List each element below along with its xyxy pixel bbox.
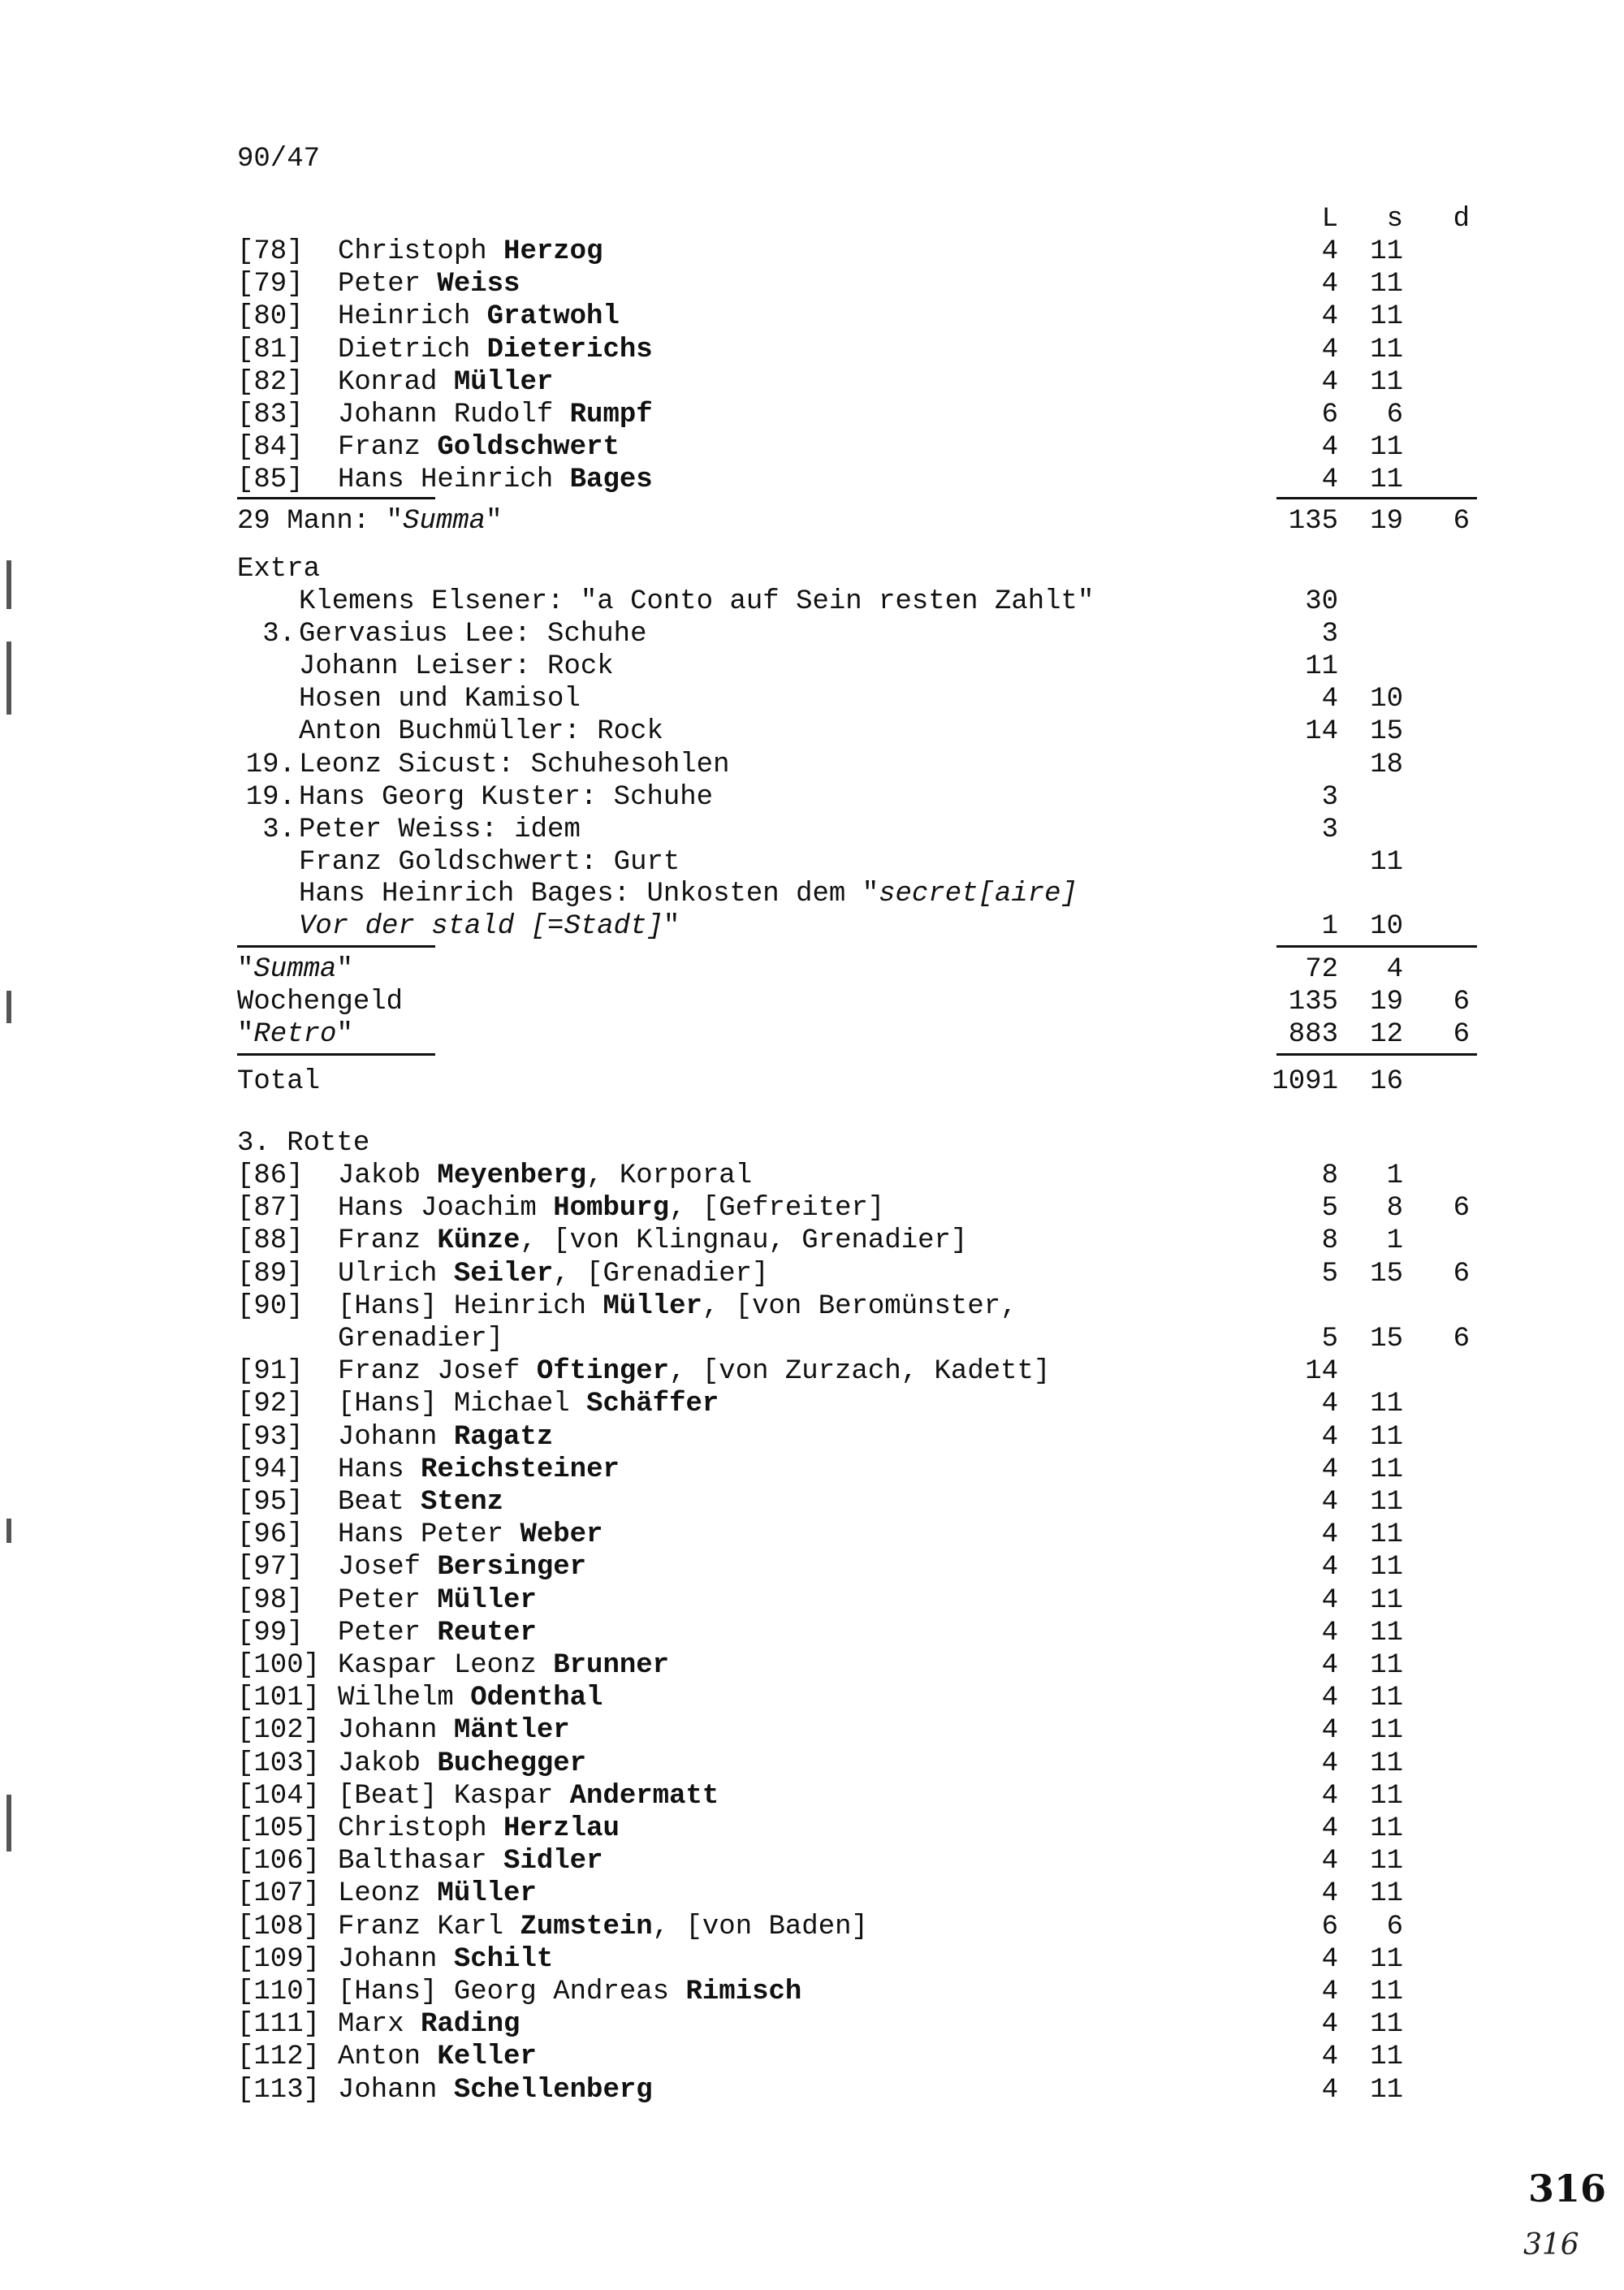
roster-entry-l: 4 xyxy=(1321,269,1338,300)
name-suffix: , [von Klingnau, Grenadier] xyxy=(520,1225,968,1257)
wochengeld-d: 6 xyxy=(1453,987,1470,1018)
rotte-entry-l: 4 xyxy=(1321,1389,1338,1420)
given-name: Wilhelm xyxy=(338,1683,471,1714)
rotte-entry-s: 11 xyxy=(1370,2009,1403,2041)
rotte-entry-l: 4 xyxy=(1321,1650,1338,1681)
rotte-entry-name xyxy=(338,1519,603,1551)
extra-item-l: 30 xyxy=(1305,586,1338,617)
rotte-entry-number: [99] xyxy=(237,1617,304,1648)
rotte-entry-l: 4 xyxy=(1321,1487,1338,1518)
rotte-entry-s: 15 xyxy=(1370,1324,1403,1355)
given-name: Franz Karl xyxy=(338,1911,520,1942)
roster-entry-name xyxy=(338,334,653,366)
surname: Buchegger xyxy=(437,1748,587,1779)
margin-mark xyxy=(6,560,11,609)
column-header-s: s xyxy=(1386,204,1403,235)
rotte-entry-name xyxy=(338,1845,603,1877)
rotte-entry-number: [89] xyxy=(237,1258,304,1290)
rotte-entry-name xyxy=(338,1813,620,1845)
surname: Müller xyxy=(603,1290,702,1322)
given-name: Josef xyxy=(338,1552,438,1584)
extra-item-s: 15 xyxy=(1370,716,1403,748)
extra-last-l: 1 xyxy=(1321,911,1338,942)
rule-right xyxy=(1276,1053,1477,1056)
roster-entry-number: [82] xyxy=(237,366,304,398)
rule-right xyxy=(1276,945,1477,948)
rotte-entry-name xyxy=(338,1388,719,1420)
roster-entry-s: 11 xyxy=(1370,366,1403,398)
rotte-entry-name xyxy=(338,1780,719,1813)
extra-item-text: Anton Buchmüller: Rock xyxy=(299,716,663,748)
rule-left xyxy=(237,945,435,948)
rotte-entry-s: 6 xyxy=(1386,1911,1403,1942)
roster-entry-number: [81] xyxy=(237,334,304,365)
rotte-entry-number: [94] xyxy=(237,1454,304,1485)
surname: Rumpf xyxy=(569,400,653,430)
roster-entry-number: [78] xyxy=(237,236,304,267)
wochengeld-label: Wochengeld xyxy=(237,987,404,1018)
surname: Gratwohl xyxy=(486,301,620,333)
surname: Schilt xyxy=(453,1943,554,1975)
rotte-entry-s: 11 xyxy=(1370,1683,1403,1714)
extra-item-text: Franz Goldschwert: Gurt xyxy=(299,846,680,878)
name-suffix: , Korporal xyxy=(586,1160,753,1191)
roster-entry-name xyxy=(338,399,653,431)
extra-item-text: Hans Georg Kuster: Schuhe xyxy=(299,781,714,813)
extra-item-mark: 19. xyxy=(245,749,296,780)
surname: Reuter xyxy=(437,1617,537,1648)
given-name: Jakob xyxy=(338,1160,438,1191)
given-name: Marx xyxy=(338,2009,421,2041)
summary-d: 6 xyxy=(1453,506,1470,537)
roster-entry-s: 11 xyxy=(1370,334,1403,365)
given-name: [Hans] Heinrich xyxy=(338,1290,603,1322)
given-name: Hans Peter xyxy=(338,1519,520,1551)
surname: Herzog xyxy=(503,236,603,267)
rotte-entry-l: 14 xyxy=(1305,1356,1338,1388)
roster-entry-name xyxy=(338,268,520,300)
rotte-entry-name xyxy=(338,1421,553,1454)
given-name: Peter xyxy=(338,1584,438,1616)
given-name: Johann xyxy=(338,2074,454,2106)
rotte-entry-l: 4 xyxy=(1321,1813,1338,1844)
rotte-entry-s: 11 xyxy=(1370,2074,1403,2106)
page-number-handwritten: 316 xyxy=(1523,2228,1579,2262)
rotte-entry-name xyxy=(338,1454,620,1486)
surname: Rading xyxy=(421,2009,520,2041)
rotte-entry-number: [90] xyxy=(237,1290,304,1322)
extra-item-l: 4 xyxy=(1321,684,1338,715)
roster-entry-name xyxy=(338,235,603,268)
surname: Weiss xyxy=(437,269,520,300)
rotte-entry-l: 4 xyxy=(1321,1683,1338,1714)
rotte-entry-number: [103] xyxy=(237,1748,321,1779)
rotte-entry-l: 4 xyxy=(1321,1552,1338,1584)
surname: Schäffer xyxy=(586,1389,719,1420)
total-l: 1091 xyxy=(1272,1066,1338,1097)
rotte-entry-name xyxy=(338,1355,1050,1388)
section-3-title: 3. Rotte xyxy=(237,1128,370,1159)
rotte-entry-l: 5 xyxy=(1321,1258,1338,1290)
given-name: Franz xyxy=(338,432,438,464)
roster-entry-s: 11 xyxy=(1370,236,1403,267)
given-name: Johann xyxy=(338,1715,454,1747)
surname: Mäntler xyxy=(453,1715,570,1747)
roster-entry-name xyxy=(338,300,620,333)
summary-label: 29 Mann: "Summa" xyxy=(237,506,503,537)
rotte-entry-number: [106] xyxy=(237,1846,321,1877)
given-name: Heinrich xyxy=(338,301,487,333)
surname: Goldschwert xyxy=(437,432,620,464)
given-name: Kaspar Leonz xyxy=(338,1650,554,1681)
surname: Andermatt xyxy=(569,1780,719,1812)
rotte-entry-l: 8 xyxy=(1321,1160,1338,1191)
rotte-entry-name xyxy=(338,1551,586,1584)
rotte-entry-l: 4 xyxy=(1321,1715,1338,1747)
rotte-entry-l: 5 xyxy=(1321,1324,1338,1355)
extra-item-l: 3 xyxy=(1321,814,1338,845)
rotte-entry-name xyxy=(338,1682,603,1714)
roster-entry-l: 4 xyxy=(1321,366,1338,398)
extra-item-text: Klemens Elsener: "a Conto auf Sein resten Zahlt" xyxy=(299,586,1095,617)
rotte-entry-number: [111] xyxy=(237,2009,321,2041)
rotte-entry-name xyxy=(338,1714,570,1747)
roster-entry-name xyxy=(338,464,653,496)
rotte-entry-number: [108] xyxy=(237,1911,321,1942)
rotte-entry-l: 4 xyxy=(1321,1617,1338,1648)
surname: Keller xyxy=(437,2042,537,2073)
rotte-entry-s: 11 xyxy=(1370,1552,1403,1584)
roster-entry-number: [84] xyxy=(237,432,304,464)
rotte-entry-l: 4 xyxy=(1321,1878,1338,1910)
rotte-entry-l: 4 xyxy=(1321,1780,1338,1812)
surname: Müller xyxy=(453,366,554,398)
totals-summa-l: 72 xyxy=(1305,954,1338,985)
rotte-entry-l: 4 xyxy=(1321,1846,1338,1877)
rotte-entry-number: [87] xyxy=(237,1193,304,1225)
rotte-entry-number: [113] xyxy=(237,2074,321,2106)
rotte-entry-name xyxy=(338,1943,553,1976)
extra-item-mark: 3. xyxy=(262,619,296,650)
rotte-entry-number: [97] xyxy=(237,1552,304,1584)
roster-entry-number: [80] xyxy=(237,301,304,333)
rotte-entry-name xyxy=(338,1649,669,1682)
rotte-entry-s: 11 xyxy=(1370,1454,1403,1485)
roster-entry-name xyxy=(338,366,553,399)
column-header-l: L xyxy=(1321,204,1338,235)
rotte-entry-number: [92] xyxy=(237,1389,304,1420)
retro-d: 6 xyxy=(1453,1019,1470,1050)
rotte-entry-number: [96] xyxy=(237,1519,304,1551)
given-name: [Hans] Michael xyxy=(338,1389,587,1420)
rotte-entry-l: 4 xyxy=(1321,1977,1338,2007)
rotte-entry-number: [112] xyxy=(237,2042,321,2073)
surname: Rimisch xyxy=(685,1977,802,2007)
given-name: Leonz xyxy=(338,1878,438,1910)
wochengeld-s: 19 xyxy=(1370,987,1403,1018)
given-name: Johann Rudolf xyxy=(338,400,570,430)
rotte-entry-l: 4 xyxy=(1321,1748,1338,1779)
surname: Oftinger xyxy=(536,1356,670,1388)
extra-last-line1: Hans Heinrich Bages: Unkosten dem "secret[aire] xyxy=(299,879,1078,910)
extra-item-text: Hosen und Kamisol xyxy=(299,684,581,715)
rotte-entry-d: 6 xyxy=(1453,1258,1470,1290)
roster-entry-s: 6 xyxy=(1386,400,1403,430)
roster-entry-number: [83] xyxy=(237,400,304,430)
rotte-entry-l: 4 xyxy=(1321,2042,1338,2073)
extra-item-l: 3 xyxy=(1321,781,1338,813)
surname: Homburg xyxy=(553,1193,670,1225)
rotte-entry-name xyxy=(338,1290,1017,1323)
rotte-entry-s: 11 xyxy=(1370,1389,1403,1420)
roster-entry-l: 4 xyxy=(1321,236,1338,267)
rotte-entry-s: 11 xyxy=(1370,1584,1403,1616)
rotte-entry-l: 4 xyxy=(1321,2009,1338,2041)
extra-item-mark: 3. xyxy=(262,814,296,845)
rotte-entry-number: [95] xyxy=(237,1487,304,1518)
surname: Meyenberg xyxy=(437,1160,587,1191)
roster-entry-l: 4 xyxy=(1321,432,1338,464)
given-name: Hans xyxy=(338,1454,421,1485)
rotte-entry-s: 11 xyxy=(1370,1977,1403,2007)
surname: Dieterichs xyxy=(486,334,653,365)
roster-entry-l: 4 xyxy=(1321,301,1338,333)
rotte-entry-name xyxy=(338,2041,537,2073)
rotte-entry-name xyxy=(338,1617,537,1649)
surname: Stenz xyxy=(421,1487,504,1518)
surname: Seiler xyxy=(453,1258,554,1290)
rotte-entry-name xyxy=(338,1877,537,1910)
roster-entry-l: 6 xyxy=(1321,400,1338,430)
extra-item-text: Peter Weiss: idem xyxy=(299,814,581,845)
surname: Bersinger xyxy=(437,1552,587,1584)
totals-summa-s: 4 xyxy=(1386,954,1403,985)
rotte-entry-s: 11 xyxy=(1370,2042,1403,2073)
surname: Ragatz xyxy=(453,1421,554,1453)
rotte-entry-number: [93] xyxy=(237,1421,304,1453)
surname: Weber xyxy=(520,1519,603,1551)
roster-entry-s: 11 xyxy=(1370,464,1403,496)
wochengeld-l: 135 xyxy=(1288,987,1338,1018)
given-name: Christoph xyxy=(338,236,504,267)
rotte-entry-name xyxy=(338,1225,967,1257)
rotte-entry-number: [88] xyxy=(237,1225,304,1257)
name-suffix: , [Gefreiter] xyxy=(669,1193,885,1225)
rotte-entry-l: 4 xyxy=(1321,1454,1338,1485)
surname: Müller xyxy=(437,1878,537,1910)
rotte-entry-l: 4 xyxy=(1321,1584,1338,1616)
surname: Herzlau xyxy=(503,1813,620,1844)
given-name: Christoph xyxy=(338,1813,504,1844)
rotte-entry-number: [109] xyxy=(237,1943,321,1975)
given-name: Johann xyxy=(338,1421,454,1453)
rotte-entry-s: 11 xyxy=(1370,1715,1403,1747)
given-name: Peter xyxy=(338,269,438,300)
rotte-entry-s: 15 xyxy=(1370,1258,1403,1290)
rotte-entry-number: [86] xyxy=(237,1160,304,1191)
rotte-entry-s: 11 xyxy=(1370,1487,1403,1518)
rotte-entry-number: [91] xyxy=(237,1356,304,1388)
rotte-entry-l: 4 xyxy=(1321,2074,1338,2106)
given-name: Hans Heinrich xyxy=(338,464,570,496)
given-name: Balthasar xyxy=(338,1846,504,1877)
name-suffix: , [von Baden] xyxy=(652,1911,868,1942)
retro-l: 883 xyxy=(1288,1019,1338,1050)
rotte-entry-s: 1 xyxy=(1386,1225,1403,1257)
retro-s: 12 xyxy=(1370,1019,1403,1050)
page-reference: 90/47 xyxy=(237,144,321,175)
extra-item-l: 3 xyxy=(1321,619,1338,650)
name-suffix: , [von Zurzach, Kadett] xyxy=(669,1356,1051,1388)
rotte-entry-s: 11 xyxy=(1370,1650,1403,1681)
summary-l: 135 xyxy=(1288,506,1338,537)
extra-item-l: 11 xyxy=(1305,651,1338,683)
rule-left xyxy=(237,1053,435,1056)
given-name: [Beat] Kaspar xyxy=(338,1780,570,1812)
rotte-entry-l: 6 xyxy=(1321,1911,1338,1942)
given-name: Jakob xyxy=(338,1748,438,1779)
roster-entry-l: 4 xyxy=(1321,464,1338,496)
margin-mark xyxy=(6,642,11,715)
rotte-entry-l: 4 xyxy=(1321,1943,1338,1975)
rotte-entry-s: 11 xyxy=(1370,1813,1403,1844)
given-name: Dietrich xyxy=(338,334,487,365)
rotte-entry-number: [102] xyxy=(237,1715,321,1747)
margin-mark xyxy=(6,991,11,1023)
roster-entry-number: [79] xyxy=(237,269,304,300)
extra-last-s: 10 xyxy=(1370,911,1403,942)
margin-mark xyxy=(6,1519,11,1543)
given-name: Konrad xyxy=(338,366,454,398)
roster-entry-s: 11 xyxy=(1370,301,1403,333)
margin-mark xyxy=(6,1795,11,1851)
rotte-entry-number: [105] xyxy=(237,1813,321,1844)
rotte-entry-d: 6 xyxy=(1453,1193,1470,1225)
totals-summa-label: "Summa" xyxy=(237,954,353,985)
extra-item-text: Leonz Sicust: Schuhesohlen xyxy=(299,749,730,780)
surname: Zumstein xyxy=(520,1911,653,1942)
rotte-entry-s: 1 xyxy=(1386,1160,1403,1191)
roster-entry-l: 4 xyxy=(1321,334,1338,365)
rotte-entry-s: 11 xyxy=(1370,1780,1403,1812)
given-name: Hans Joachim xyxy=(338,1193,554,1225)
rotte-entry-name xyxy=(338,1323,503,1355)
rotte-entry-s: 8 xyxy=(1386,1193,1403,1225)
rotte-entry-number: [107] xyxy=(237,1878,321,1910)
retro-label: "Retro" xyxy=(237,1019,353,1050)
rotte-entry-s: 11 xyxy=(1370,1748,1403,1779)
page-number-bold: 316 xyxy=(1528,2167,1607,2210)
given-name: Beat xyxy=(338,1487,421,1518)
rotte-entry-number: [104] xyxy=(237,1780,321,1812)
name-suffix: , [Grenadier] xyxy=(553,1258,769,1290)
given-name: Peter xyxy=(338,1617,438,1648)
roster-entry-number: [85] xyxy=(237,464,304,496)
rotte-entry-number: [101] xyxy=(237,1683,321,1714)
given-name: Ulrich xyxy=(338,1258,454,1290)
extra-item-l: 14 xyxy=(1305,716,1338,748)
rotte-entry-name xyxy=(338,1748,586,1780)
extra-item-text: Gervasius Lee: Schuhe xyxy=(299,619,647,650)
extra-item-text: Johann Leiser: Rock xyxy=(299,651,614,683)
extra-item-s: 11 xyxy=(1370,846,1403,878)
rotte-entry-name xyxy=(338,1911,868,1943)
rotte-entry-s: 11 xyxy=(1370,1943,1403,1975)
extra-last-line2: Vor der stald [=Stadt]" xyxy=(299,911,680,942)
extra-item-s: 18 xyxy=(1370,749,1403,780)
surname: Sidler xyxy=(503,1846,603,1877)
total-s: 16 xyxy=(1370,1066,1403,1097)
rotte-entry-s: 11 xyxy=(1370,1617,1403,1648)
extra-item-mark: 19. xyxy=(245,781,296,813)
given-name: Grenadier] xyxy=(338,1324,504,1355)
rotte-entry-s: 11 xyxy=(1370,1878,1403,1910)
rotte-entry-name xyxy=(338,1486,503,1519)
surname: Schellenberg xyxy=(453,2074,653,2106)
rotte-entry-l: 4 xyxy=(1321,1519,1338,1551)
rotte-entry-l: 8 xyxy=(1321,1225,1338,1257)
rotte-entry-name xyxy=(338,1584,537,1617)
rotte-entry-l: 4 xyxy=(1321,1421,1338,1453)
column-header-d: d xyxy=(1453,204,1470,235)
given-name: Anton xyxy=(338,2042,438,2073)
rotte-entry-l: 5 xyxy=(1321,1193,1338,1225)
given-name: Franz Josef xyxy=(338,1356,537,1388)
summary-s: 19 xyxy=(1370,506,1403,537)
surname: Müller xyxy=(437,1584,537,1616)
rotte-entry-name xyxy=(338,1258,769,1290)
surname: Künze xyxy=(437,1225,520,1257)
rule-right xyxy=(1276,497,1477,499)
rotte-entry-name xyxy=(338,2074,653,2106)
rule-left xyxy=(237,497,435,499)
rotte-entry-number: [100] xyxy=(237,1650,321,1681)
name-suffix: , [von Beromünster, xyxy=(702,1290,1017,1322)
surname: Odenthal xyxy=(470,1683,603,1714)
given-name: Franz xyxy=(338,1225,438,1257)
given-name: [Hans] Georg Andreas xyxy=(338,1977,686,2007)
rotte-entry-number: [110] xyxy=(237,1977,321,2007)
roster-entry-s: 11 xyxy=(1370,432,1403,464)
rotte-entry-name xyxy=(338,1160,752,1192)
rotte-entry-name xyxy=(338,1976,801,2008)
given-name: Johann xyxy=(338,1943,454,1975)
extra-item-s: 10 xyxy=(1370,684,1403,715)
rotte-entry-s: 11 xyxy=(1370,1519,1403,1551)
extra-title: Extra xyxy=(237,554,321,585)
rotte-entry-s: 11 xyxy=(1370,1421,1403,1453)
rotte-entry-name xyxy=(338,2008,520,2041)
total-label: Total xyxy=(237,1066,321,1097)
surname: Reichsteiner xyxy=(421,1454,620,1485)
rotte-entry-number: [98] xyxy=(237,1584,304,1616)
roster-entry-s: 11 xyxy=(1370,269,1403,300)
rotte-entry-d: 6 xyxy=(1453,1324,1470,1355)
surname: Bages xyxy=(569,464,653,496)
roster-entry-name xyxy=(338,431,620,464)
rotte-entry-s: 11 xyxy=(1370,1846,1403,1877)
surname: Brunner xyxy=(553,1650,670,1681)
rotte-entry-name xyxy=(338,1192,884,1225)
